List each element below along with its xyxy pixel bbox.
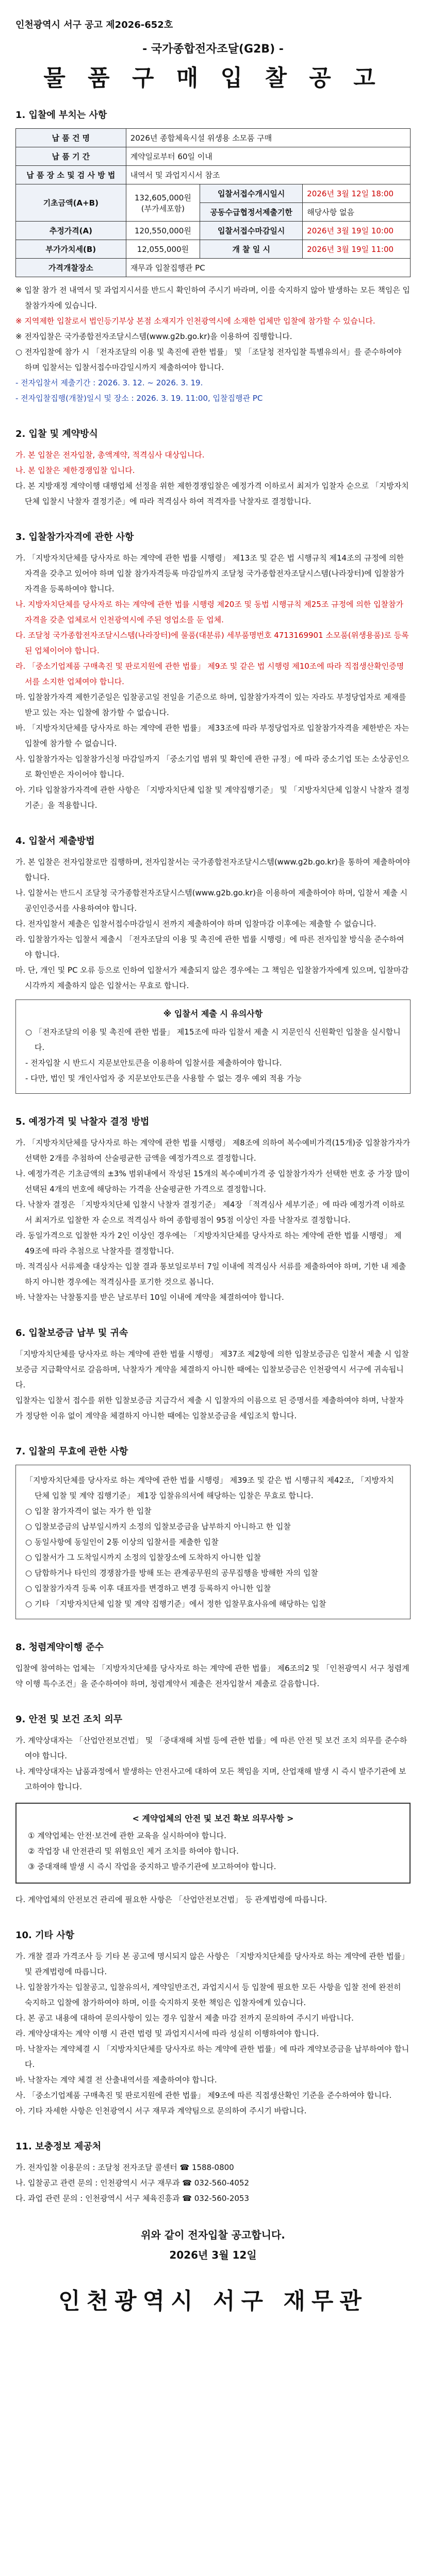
table-label: 납 품 건 명 xyxy=(16,129,126,147)
paragraph: 「지방자치단체를 당사자로 하는 계약에 관한 법률 시행령」 제37조 제2항에 의한 입찰보증금은 입찰서 제출 시 입찰보증금 지급확약서로 갈음하며, 낙찰자가 계약을 체결하지 아니한 때에는 입찰보증금은 인천광역시 서구에 귀속됩니다. xyxy=(15,1349,409,1389)
list-item: 다. 과업 관련 문의 : 인천광역시 서구 체육진흥과 ☎ 032-560-2053 xyxy=(15,2194,249,2203)
section-contract-method xyxy=(15,427,411,509)
list xyxy=(15,1135,411,1305)
table-row xyxy=(16,184,411,203)
table-value: 2026년 3월 12일 18:00 xyxy=(303,184,411,203)
section-integrity xyxy=(15,1640,411,1691)
list-item: ○ 전자입찰에 참가 시 「전자조달의 이용 및 촉진에 관한 법률」 및 「조달청 전자입찰 특별유의서」를 준수하여야 하며 입찰서는 입찰서접수마감일시까지 제출하여야 합니다. xyxy=(15,347,402,372)
list-item: 사. 「중소기업제품 구매촉진 및 판로지원에 관한 법률」 제9조에 따른 직접생산확인 기준을 준수하여야 합니다. xyxy=(15,2091,392,2100)
list-item: 사. 입찰참가자는 입찰참가신청 마감일까지 「중소기업 범위 및 확인에 관한 규정」에 따라 중소기업 또는 소상공인으로 확인받은 자이어야 합니다. xyxy=(15,754,409,779)
section-bid-items xyxy=(15,108,411,406)
list-item: 라. 입찰참가자는 입찰서 제출시 「전자조달의 이용 및 촉진에 관한 법률 시행령」에 따른 전자입찰 방식을 준수하여야 합니다. xyxy=(15,935,404,959)
paragraph: 입찰자는 입찰서 접수를 위한 입찰보증금 지급각서 제출 시 입찰자의 이름으로 된 증명서를 제출하여야 하며, 낙찰자가 정당한 이유 없이 계약을 체결하지 아니한 때에는 입찰보증금을 세입조치 합니다. xyxy=(15,1396,404,1420)
section-award-method xyxy=(15,1114,411,1305)
list-item: 가. 전자입찰 이용문의 : 조달청 전자조달 콜센터 ☎ 1588-0800 xyxy=(15,2163,234,2172)
section-heading: 2. 입찰 및 계약방식 xyxy=(15,429,98,439)
list-item: ○ 기타 「지방자치단체 입찰 및 계약 집행기준」에서 정한 입찰무효사유에 해당하는 입찰 xyxy=(25,1599,326,1608)
list-item: 다. 낙찰자 결정은 「지방자치단체 입찰시 낙찰자 결정기준」 제4장 「적격심사 세부기준」에 따라 예정가격 이하로서 최저가로 입찰한 자 순으로 적격심사 하여 종합평점이 95점 이상인 자를 낙찰자로 결정합니다. xyxy=(15,1200,405,1225)
list-item: 라. 동일가격으로 입찰한 자가 2인 이상인 경우에는 「지방자치단체를 당사자로 하는 계약에 관한 법률 시행령」 제49조에 따라 추첨으로 낙찰자를 결정합니다. xyxy=(15,1231,402,1256)
list-item: 마. 입찰참가자격 제한기준일은 입찰공고일 전일을 기준으로 하며, 입찰참가자격이 있는 자라도 부정당업자로 제재를 받고 있는 자는 입찰에 참가할 수 없습니다. xyxy=(15,692,406,717)
table-value: 해당사항 없음 xyxy=(303,203,411,222)
section-eligibility xyxy=(15,530,411,813)
list xyxy=(28,1828,398,1874)
list-item: 가. 계약상대자는 「산업안전보건법」 및 「중대재해 처벌 등에 관한 법률」에 따른 안전 및 보건 조치 의무를 준수하여야 합니다. xyxy=(15,1736,407,1760)
list-item: ○ 동일사항에 동일인이 2통 이상의 입찰서를 제출한 입찰 xyxy=(25,1537,219,1547)
list-item: ※ 전자입찰은 국가종합전자조달시스템(www.g2b.go.kr)을 이용하여 집행합니다. xyxy=(15,332,292,341)
box-title: < 계약업체의 안전 및 보건 확보 의무사항 > xyxy=(132,1814,294,1823)
paragraph: 다. 계약업체의 안전보건 관리에 필요한 사항은 「산업안전보건법」 등 관계법령에 따릅니다. xyxy=(15,1895,327,1904)
table-value: 내역서 및 과업지시서 참조 xyxy=(126,166,410,184)
list-item: - 다만, 법인 및 개인사업자 중 지문보안토큰을 사용할 수 없는 경우 예외 적용 가능 xyxy=(25,1074,302,1083)
list-item: ① 계약업체는 안전·보건에 관한 교육을 실시하여야 합니다. xyxy=(28,1831,226,1840)
list-item: 마. 낙찰자는 계약체결 시 「지방자치단체를 당사자로 하는 계약에 관한 법률」에 따라 계약보증금을 납부하여야 합니다. xyxy=(15,2044,409,2069)
list-item: 바. 「지방자치단체를 당사자로 하는 계약에 관한 법률」 제33조에 따라 부정당업자로 입찰참가자격을 제한받은 자는 입찰에 참가할 수 없습니다. xyxy=(15,723,409,748)
notes-list xyxy=(15,282,411,406)
table-label: 개 찰 일 시 xyxy=(200,240,303,259)
list-item: ※ 지역제한 입찰로서 법인등기부상 본점 소재지가 인천광역시에 소재한 업체만 입찰에 참가할 수 있습니다. xyxy=(15,316,375,326)
list-item: - 전자입찰 시 반드시 지문보안토큰을 이용하여 입찰서를 제출하여야 합니다. xyxy=(25,1058,282,1067)
list-item: 나. 지방자치단체를 당사자로 하는 계약에 관한 법률 시행령 제20조 및 동법 시행규칙 제25조 규정에 의한 입찰참가자격을 갖춘 업체로서 인천광역시에 주된 영업소를 둔 업체. xyxy=(15,600,404,624)
list-item: ○ 입찰 참가자격이 없는 자가 한 입찰 xyxy=(25,1506,152,1516)
table-value: 재무과 입찰집행관 PC xyxy=(126,259,410,277)
section-other xyxy=(15,1928,411,2119)
list-item: 아. 기타 입찰참가자격에 관한 사항은 「지방자치단체 입찰 및 계약집행기준」 및 「지방자치단체 입찰시 낙찰자 결정기준」을 적용합니다. xyxy=(15,785,409,810)
table-row xyxy=(16,166,411,184)
closing-text: 위와 같이 전자입찰 공고합니다. xyxy=(141,2229,285,2241)
table-label: 공동수급협정서제출기한 xyxy=(200,203,303,222)
section-contacts xyxy=(15,2139,411,2206)
table-value: 계약일로부터 60일 이내 xyxy=(126,147,410,166)
table-row xyxy=(16,222,411,240)
list-item: 다. 본 공고 내용에 대하여 문의사항이 있는 경우 입찰서 제출 마감 전까지 문의하여 주시기 바랍니다. xyxy=(15,2013,354,2023)
table-row xyxy=(16,240,411,259)
list-item: 가. 본 입찰은 전자입찰로만 집행하며, 전자입찰서는 국가종합전자조달시스템(www.g2b.go.kr)을 통하여 제출하여야 합니다. xyxy=(15,857,411,882)
list-item: 라. 「중소기업제품 구매촉진 및 판로지원에 관한 법률」 제9조 및 같은 법 시행령 제10조에 따라 직접생산확인증명서를 소지한 업체여야 합니다. xyxy=(15,662,404,686)
list xyxy=(15,550,411,813)
section-deposit xyxy=(15,1326,411,1423)
list xyxy=(15,2160,411,2206)
safety-box xyxy=(15,1803,411,1884)
section-heading: 3. 입찰참가자격에 관한 사항 xyxy=(15,532,134,543)
list-item: ○ 입찰보증금의 납부일시까지 소정의 입찰보증금을 납부하지 아니하고 한 입찰 xyxy=(25,1522,291,1531)
notice-subtitle: - 국가종합전자조달(G2B) - xyxy=(142,43,284,56)
list-item: 나. 본 입찰은 제한경쟁입찰 입니다. xyxy=(15,466,135,475)
table-label: 입찰서접수마감일시 xyxy=(200,222,303,240)
paragraph: 입찰에 참여하는 업체는 「지방자치단체를 당사자로 하는 계약에 관한 법률」 제6조의2 및 「인천광역시 서구 청렴계약 이행 특수조건」을 준수하여야 하며, 청렴계약서 제출은 전자입찰서 제출로 갈음합니다. xyxy=(15,1664,409,1688)
list-item: - 전자입찰서 제출기간 : 2026. 3. 12. ~ 2026. 3. 19. xyxy=(15,378,203,387)
section-invalid-bids xyxy=(15,1444,411,1619)
price-value: 132,605,000원 xyxy=(134,193,191,202)
list-item: 나. 입찰공고 관련 문의 : 인천광역시 서구 재무과 ☎ 032-560-4052 xyxy=(15,2178,249,2188)
section-heading: 10. 기타 사항 xyxy=(15,1930,74,1941)
list-item: 다. 본 지방재정 계약이행 대행업체 선정을 위한 제한경쟁입찰은 예정가격 이하로서 최저가 입찰자 순으로 「지방자치단체 입찰시 낙찰자 결정기준」에 따라 적격심사 하여 적격자를 낙찰자로 결정합니다. xyxy=(15,481,409,506)
section-heading: 5. 예정가격 및 낙찰자 결정 방법 xyxy=(15,1116,150,1127)
table-value: 2026년 3월 19일 10:00 xyxy=(303,222,411,240)
list-item: 나. 입찰서는 반드시 조달청 국가종합전자조달시스템(www.g2b.go.kr)을 이용하여 제출하여야 하며, 입찰서 제출 시 공인인증서를 사용하여야 합니다. xyxy=(15,888,408,913)
list-item: 바. 낙찰자는 낙찰통지를 받은 날로부터 10일 이내에 계약을 체결하여야 합니다. xyxy=(15,1293,284,1302)
section-safety xyxy=(15,1712,411,1907)
table-label: 납 품 장 소 및 검 사 방 법 xyxy=(16,166,126,184)
list-item: 바. 낙찰자는 계약 체결 전 산출내역서를 제출하여야 합니다. xyxy=(15,2075,217,2084)
table-value: 120,550,000원 xyxy=(126,222,200,240)
list xyxy=(15,447,411,509)
list-item: 다. 전자입찰서 제출은 입찰서접수마감일시 전까지 제출하여야 하며 입찰마감 이후에는 제출할 수 없습니다. xyxy=(15,919,376,928)
list-item: ② 작업장 내 안전관리 및 위험요인 제거 조치를 하여야 합니다. xyxy=(28,1846,239,1856)
issuer-name: 인천광역시 서구 재무관 xyxy=(58,2288,368,2314)
section-heading: 6. 입찰보증금 납부 및 귀속 xyxy=(15,1328,128,1338)
section-submission xyxy=(15,834,411,1094)
table-label: 기초금액(A+B) xyxy=(16,184,126,222)
list-item: 나. 계약상대자는 납품과정에서 발생하는 안전사고에 대하여 모든 책임을 지며, 산업재해 발생 시 즉시 발주기관에 보고하여야 합니다. xyxy=(15,1767,406,1791)
list-item: ○ 「전자조달의 이용 및 촉진에 관한 법률」 제15조에 따라 입찰서 제출 시 지문인식 신원확인 입찰을 실시합니다. xyxy=(25,1027,401,1052)
list xyxy=(25,1024,401,1086)
price-note: (부가세포함) xyxy=(141,204,185,213)
list-item: ③ 중대재해 발생 시 즉시 작업을 중지하고 발주기관에 보고하여야 합니다. xyxy=(28,1862,276,1871)
notice-box xyxy=(15,1465,411,1619)
list-item: 마. 단, 개인 및 PC 오류 등으로 인하여 입찰서가 제출되지 않은 경우에는 그 책임은 입찰참가자에게 있으며, 입찰마감 시각까지 제출하지 않은 입찰서는 무효로 합니다. xyxy=(15,965,409,990)
list xyxy=(15,854,411,993)
list-item: ※ 입찰 참가 전 내역서 및 과업지시서를 반드시 확인하여 주시기 바라며, 이를 숙지하지 않아 발생하는 모든 책임은 입찰참가자에 있습니다. xyxy=(15,285,410,310)
table-label: 추정가격(A) xyxy=(16,222,126,240)
list-item: ○ 담합하거나 타인의 경쟁참가를 방해 또는 관계공무원의 공무집행을 방해한 자의 입찰 xyxy=(25,1568,318,1578)
section-heading: 8. 청렴계약이행 준수 xyxy=(15,1642,104,1653)
box-title: ※ 입찰서 제출 시 유의사항 xyxy=(163,1009,263,1019)
list-item: 「지방자치단체를 당사자로 하는 계약에 관한 법률 시행령」 제39조 및 같은 법 시행규칙 제42조, 「지방자치단체 입찰 및 계약 집행기준」 제1장 입찰유의서에 해당하는 입찰은 무효로 합니다. xyxy=(25,1476,395,1500)
table-value: 2026년 3월 19일 11:00 xyxy=(303,240,411,259)
table-label: 납 품 기 간 xyxy=(16,147,126,166)
list-item: ○ 입찰참가자격 등록 이후 대표자를 변경하고 변경 등록하지 아니한 입찰 xyxy=(25,1584,271,1593)
list-item: 가. 「지방자치단체를 당사자로 하는 계약에 관한 법률 시행령」 제13조 및 같은 법 시행규칙 제14조의 규정에 의한 자격을 갖추고 있어야 하며 입찰 참가자격등록 마감일까지 조달청 국가종합전자조달시스템(나라장터)에 입찰참가자격을 등록하여야 합니다. xyxy=(15,553,404,594)
list xyxy=(25,1472,401,1612)
table-row xyxy=(16,259,411,277)
section-heading: 4. 입찰서 제출방법 xyxy=(15,836,95,846)
list-item: 가. 본 입찰은 전자입찰, 총액계약, 적격심사 대상입니다. xyxy=(15,450,205,460)
list-item: 마. 적격심사 서류제출 대상자는 입찰 결과 통보일로부터 7일 이내에 적격심사 서류를 제출하여야 하며, 기한 내 제출하지 아니한 경우에는 적격심사를 포기한 것으로 봅니다. xyxy=(15,1262,406,1286)
section-heading: 7. 입찰의 무효에 관한 사항 xyxy=(15,1446,128,1457)
list-item: 다. 조달청 국가종합전자조달시스템(나라장터)에 물품(대분류) 세부품명번호 4713169901 소모품(위생용품)로 등록된 업체이어야 합니다. xyxy=(15,631,409,655)
notice-number: 인천광역시 서구 공고 제2026-652호 xyxy=(15,20,173,30)
list-item: ○ 입찰서가 그 도착일시까지 소정의 입찰장소에 도착하지 아니한 입찰 xyxy=(25,1553,261,1562)
table-label: 가격개찰장소 xyxy=(16,259,126,277)
table-value: 12,055,000원 xyxy=(126,240,200,259)
list-item: 나. 입찰참가자는 입찰공고, 입찰유의서, 계약일반조건, 과업지시서 등 입찰에 필요한 모든 사항을 입찰 전에 완전히 숙지하고 입찰에 참가하여야 하며, 이를 숙지하지 못한 책임은 입찰자에게 있습니다. xyxy=(15,1982,401,2007)
list-item: 아. 기타 자세한 사항은 인천광역시 서구 재무과 계약팀으로 문의하여 주시기 바랍니다. xyxy=(15,2106,307,2115)
notice-date: 2026년 3월 12일 xyxy=(169,2249,257,2261)
table-value xyxy=(126,184,200,222)
list-item: - 전자입찰집행(개찰)일시 및 장소 : 2026. 3. 19. 11:00, 입찰집행관 PC xyxy=(15,394,263,403)
section-heading: 9. 안전 및 보건 조치 의무 xyxy=(15,1714,123,1725)
section-heading: 1. 입찰에 부치는 사항 xyxy=(15,110,107,121)
bid-info-table xyxy=(15,128,411,277)
list-item: 라. 계약상대자는 계약 이행 시 관련 법령 및 과업지시서에 따라 성실히 이행하여야 합니다. xyxy=(15,2029,319,2038)
table-label: 입찰서접수개시일시 xyxy=(200,184,303,203)
table-value: 2026년 종합체육시설 위생용 소모품 구매 xyxy=(126,129,410,147)
list-item: 나. 예정가격은 기초금액의 ±3% 범위내에서 작성된 15개의 복수예비가격 중 입찰참가자가 선택한 번호 중 가장 많이 선택된 4개의 번호에 해당하는 가격을 산술평균한 가격으로 결정합니다. xyxy=(15,1169,410,1194)
list xyxy=(15,1948,411,2119)
list-item: 가. 「지방자치단체를 당사자로 하는 계약에 관한 법률 시행령」 제8조에 의하여 복수예비가격(15개)중 입찰참가자가 선택한 2개를 추첨하여 산술평균한 금액을 예정가격으로 결정합니다. xyxy=(15,1138,411,1163)
page-title: 물 품 구 매 입 찰 공 고 xyxy=(43,65,383,91)
list xyxy=(15,1733,411,1794)
table-row xyxy=(16,147,411,166)
section-heading: 11. 보충정보 제공처 xyxy=(15,2141,102,2152)
notice-box xyxy=(15,999,411,1094)
table-row xyxy=(16,129,411,147)
table-label: 부가가치세(B) xyxy=(16,240,126,259)
list-item: 가. 개찰 결과 가격조사 등 기타 본 공고에 명시되지 않은 사항은 「지방자치단체를 당사자로 하는 계약에 관한 법률」 및 관계법령에 따릅니다. xyxy=(15,1952,409,1976)
